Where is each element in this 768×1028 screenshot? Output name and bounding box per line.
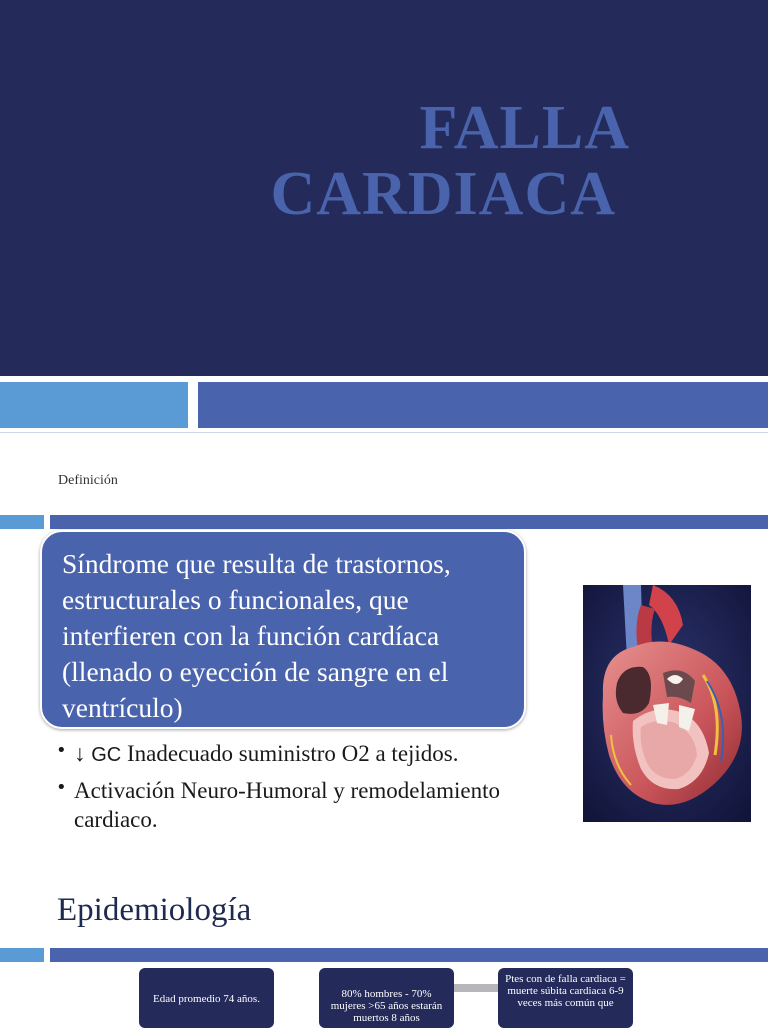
heading-bar-dark <box>50 515 768 529</box>
definition-bullets <box>56 739 556 840</box>
gc-abbreviation: GC <box>91 744 122 766</box>
bullet-text: Inadecuado suministro O2 a tejidos. <box>121 741 459 766</box>
epidemiology-slide <box>0 872 768 1024</box>
accent-block-light <box>0 382 188 428</box>
title-accent-band <box>0 376 768 432</box>
bullet-item <box>56 739 556 770</box>
slide-title <box>0 95 630 227</box>
definition-box: Síndrome que resulta de trastornos, estructurales o funcionales, que interfieren con la función cardíaca (llenado o eyección de sangre en el ventrículo) <box>40 530 526 729</box>
heart-illustration <box>583 585 751 822</box>
heading-bar-light <box>0 948 44 962</box>
bullet-item <box>56 776 556 834</box>
down-arrow-icon: ↓ <box>74 741 92 766</box>
epidemiology-card: 80% hombres - 70% mujeres >65 años estarán muertos 8 años <box>319 968 454 1028</box>
title-line-2: CARDIACA <box>270 160 616 228</box>
heart-icon <box>583 585 751 822</box>
heading-bar-dark <box>50 948 768 962</box>
bullet-text: Activación Neuro-Humoral y remodelamiento cardiaco. <box>74 778 500 832</box>
definition-heading: Definición <box>58 473 118 488</box>
title-line-1: FALLA <box>419 94 630 162</box>
title-slide <box>0 0 768 376</box>
heading-bar-light <box>0 515 44 529</box>
epidemiology-heading: Epidemiología <box>57 892 252 928</box>
accent-block-dark <box>198 382 768 428</box>
epidemiology-card: Ptes con de falla cardiaca = muerte súbita cardiaca 6-9 veces más común que <box>498 968 633 1028</box>
connector-arrow <box>454 984 498 992</box>
epidemiology-card: Edad promedio 74 años. <box>139 968 274 1028</box>
definition-slide <box>0 432 768 873</box>
